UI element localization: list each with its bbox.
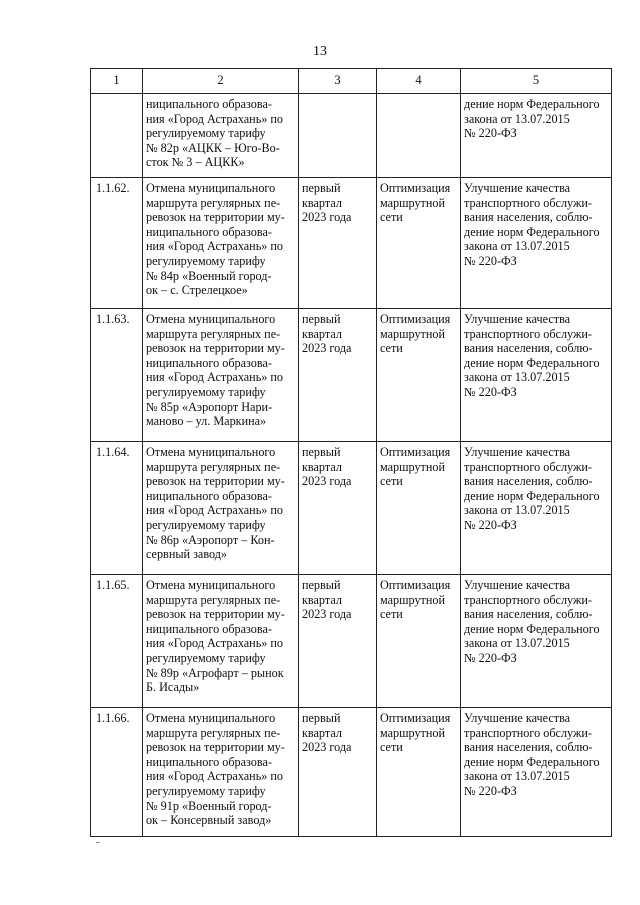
text-line: маршрута регулярных пе- — [146, 592, 281, 607]
text-line: закона от 13.07.2015 — [464, 239, 570, 254]
table-row — [91, 309, 612, 442]
text-line: Отмена муниципального — [146, 445, 276, 459]
text-line: № 220-ФЗ — [464, 384, 517, 399]
text-line: № 220-ФЗ — [464, 517, 517, 532]
text-line: ниципального образова- — [146, 355, 272, 370]
text-line: № 220-ФЗ — [464, 253, 517, 268]
cell-result — [461, 442, 612, 575]
text-line: квартал — [302, 592, 342, 607]
cell-term — [299, 575, 377, 708]
text-line: № 220-ФЗ — [464, 783, 517, 798]
text-line: № 89р «Агрофарт – рынок — [146, 665, 284, 680]
cell-number: 1.1.64. — [91, 442, 143, 575]
table-row — [91, 178, 612, 309]
text-line: дение норм Федерального — [464, 224, 600, 239]
table-row-continuation — [91, 94, 612, 178]
text-line: 2023 года — [302, 474, 352, 489]
cell-description — [143, 309, 299, 442]
text-line: Оптимизация — [380, 312, 451, 326]
text-line: Улучшение качества — [464, 181, 571, 195]
text-line: маршрутной — [380, 459, 446, 474]
text-line: квартал — [302, 725, 342, 740]
cell-description — [143, 94, 299, 178]
header-cell: 5 — [461, 69, 612, 94]
text-line: вания населения, соблю- — [464, 474, 593, 489]
text-line: ниципального образова- — [146, 621, 272, 636]
text-line: дение норм Федерального — [464, 355, 600, 370]
text-line: закона от 13.07.2015 — [464, 111, 570, 126]
text-line: ок – Консервный завод» — [146, 813, 272, 828]
text-line: дение норм Федерального — [464, 754, 600, 769]
text-line: ния «Город Астрахань» по — [146, 111, 284, 126]
text-line: ния «Город Астрахань» по — [146, 503, 284, 518]
text-line: квартал — [302, 195, 342, 210]
text-line: 2023 года — [302, 607, 352, 622]
text-line: маршрута регулярных пе- — [146, 725, 281, 740]
text-line: сети — [380, 740, 403, 755]
text-line: № 85р «Аэропорт Нари- — [146, 399, 273, 414]
table-row — [91, 442, 612, 575]
scan-mark — [96, 842, 100, 843]
text-line: Отмена муниципального — [146, 312, 276, 326]
text-line: Оптимизация — [380, 445, 451, 459]
cell-number: 1.1.63. — [91, 309, 143, 442]
text-line: Улучшение качества — [464, 578, 571, 592]
text-line: регулируемому тарифу — [146, 650, 266, 665]
cell-description — [143, 575, 299, 708]
text-line: маршрута регулярных пе- — [146, 326, 281, 341]
text-line: маршрута регулярных пе- — [146, 195, 281, 210]
table-header-row — [91, 69, 612, 94]
text-line: транспортного обслужи- — [464, 459, 592, 474]
text-line: ниципального образова- — [146, 97, 272, 111]
cell-goal — [377, 94, 461, 178]
text-line: квартал — [302, 459, 342, 474]
text-line: ревозок на территории му- — [146, 210, 285, 225]
cell-result — [461, 94, 612, 178]
cell-description — [143, 708, 299, 837]
text-line: ния «Город Астрахань» по — [146, 370, 284, 385]
text-line: закона от 13.07.2015 — [464, 769, 570, 784]
text-line: 2023 года — [302, 740, 352, 755]
text-line: транспортного обслужи- — [464, 592, 592, 607]
header-cell: 4 — [377, 69, 461, 94]
text-line: сети — [380, 210, 403, 225]
header-cell: 2 — [143, 69, 299, 94]
text-line: ниципального образова- — [146, 488, 272, 503]
text-line: маршрутной — [380, 592, 446, 607]
text-line: транспортного обслужи- — [464, 326, 592, 341]
cell-goal — [377, 442, 461, 575]
text-line: дение норм Федерального — [464, 621, 600, 636]
text-line: Улучшение качества — [464, 711, 571, 725]
cell-goal — [377, 309, 461, 442]
text-line: первый — [302, 578, 341, 592]
text-line: ния «Город Астрахань» по — [146, 239, 284, 254]
cell-term — [299, 708, 377, 837]
cell-goal — [377, 178, 461, 309]
cell-result — [461, 309, 612, 442]
text-line: регулируемому тарифу — [146, 126, 266, 141]
text-line: закона от 13.07.2015 — [464, 636, 570, 651]
text-line: ревозок на территории му- — [146, 341, 285, 356]
text-line: 2023 года — [302, 210, 352, 225]
text-line: № 220-ФЗ — [464, 650, 517, 665]
text-line: квартал — [302, 326, 342, 341]
text-line: Оптимизация — [380, 578, 451, 592]
cell-result — [461, 575, 612, 708]
text-line: 2023 года — [302, 341, 352, 356]
text-line: сток № 3 – АЦКК» — [146, 155, 245, 170]
text-line: № 82р «АЦКК – Юго-Во- — [146, 140, 280, 155]
measures-table — [90, 68, 612, 837]
text-line: Оптимизация — [380, 181, 451, 195]
text-line: № 91р «Военный город- — [146, 798, 272, 813]
text-line: ревозок на территории му- — [146, 607, 285, 622]
text-line: закона от 13.07.2015 — [464, 370, 570, 385]
cell-term — [299, 178, 377, 309]
page-number: 13 — [313, 44, 327, 59]
text-line: ниципального образова- — [146, 224, 272, 239]
text-line: маршрута регулярных пе- — [146, 459, 281, 474]
cell-description — [143, 442, 299, 575]
text-line: первый — [302, 445, 341, 459]
header-cell: 1 — [91, 69, 143, 94]
text-line: транспортного обслужи- — [464, 195, 592, 210]
cell-goal — [377, 708, 461, 837]
header-cell: 3 — [299, 69, 377, 94]
text-line: регулируемому тарифу — [146, 384, 266, 399]
text-line: Отмена муниципального — [146, 181, 276, 195]
text-line: № 86р «Аэропорт – Кон- — [146, 532, 275, 547]
text-line: маршрутной — [380, 725, 446, 740]
table-row — [91, 708, 612, 837]
table-row — [91, 575, 612, 708]
text-line: первый — [302, 312, 341, 326]
text-line: регулируемому тарифу — [146, 517, 266, 532]
text-line: регулируемому тарифу — [146, 253, 266, 268]
text-line: Оптимизация — [380, 711, 451, 725]
text-line: Отмена муниципального — [146, 711, 276, 725]
cell-number — [91, 94, 143, 178]
text-line: сети — [380, 607, 403, 622]
cell-result — [461, 708, 612, 837]
text-line: Улучшение качества — [464, 312, 571, 326]
text-line: ок – с. Стрелецкое» — [146, 283, 248, 298]
text-line: № 220-ФЗ — [464, 126, 517, 141]
text-line: вания населения, соблю- — [464, 210, 593, 225]
text-line: ния «Город Астрахань» по — [146, 636, 284, 651]
text-line: регулируемому тарифу — [146, 783, 266, 798]
text-line: № 84р «Военный город- — [146, 268, 272, 283]
cell-goal — [377, 575, 461, 708]
text-line: Отмена муниципального — [146, 578, 276, 592]
text-line: вания населения, соблю- — [464, 607, 593, 622]
text-line: Б. Исады» — [146, 680, 200, 695]
text-line: сети — [380, 474, 403, 489]
text-line: первый — [302, 711, 341, 725]
text-line: ниципального образова- — [146, 754, 272, 769]
cell-result — [461, 178, 612, 309]
text-line: ревозок на территории му- — [146, 740, 285, 755]
text-line: Улучшение качества — [464, 445, 571, 459]
cell-term — [299, 309, 377, 442]
text-line: маршрутной — [380, 326, 446, 341]
text-line: закона от 13.07.2015 — [464, 503, 570, 518]
text-line: вания населения, соблю- — [464, 341, 593, 356]
cell-description — [143, 178, 299, 309]
text-line: дение норм Федерального — [464, 488, 600, 503]
cell-number: 1.1.65. — [91, 575, 143, 708]
cell-term — [299, 442, 377, 575]
text-line: маново – ул. Маркина» — [146, 414, 267, 429]
cell-term — [299, 94, 377, 178]
text-line: ревозок на территории му- — [146, 474, 285, 489]
text-line: сети — [380, 341, 403, 356]
text-line: ния «Город Астрахань» по — [146, 769, 284, 784]
text-line: маршрутной — [380, 195, 446, 210]
cell-number: 1.1.66. — [91, 708, 143, 837]
text-line: транспортного обслужи- — [464, 725, 592, 740]
text-line: вания населения, соблю- — [464, 740, 593, 755]
text-line: первый — [302, 181, 341, 195]
text-line: сервный завод» — [146, 547, 228, 562]
cell-number: 1.1.62. — [91, 178, 143, 309]
text-line: дение норм Федерального — [464, 97, 600, 111]
